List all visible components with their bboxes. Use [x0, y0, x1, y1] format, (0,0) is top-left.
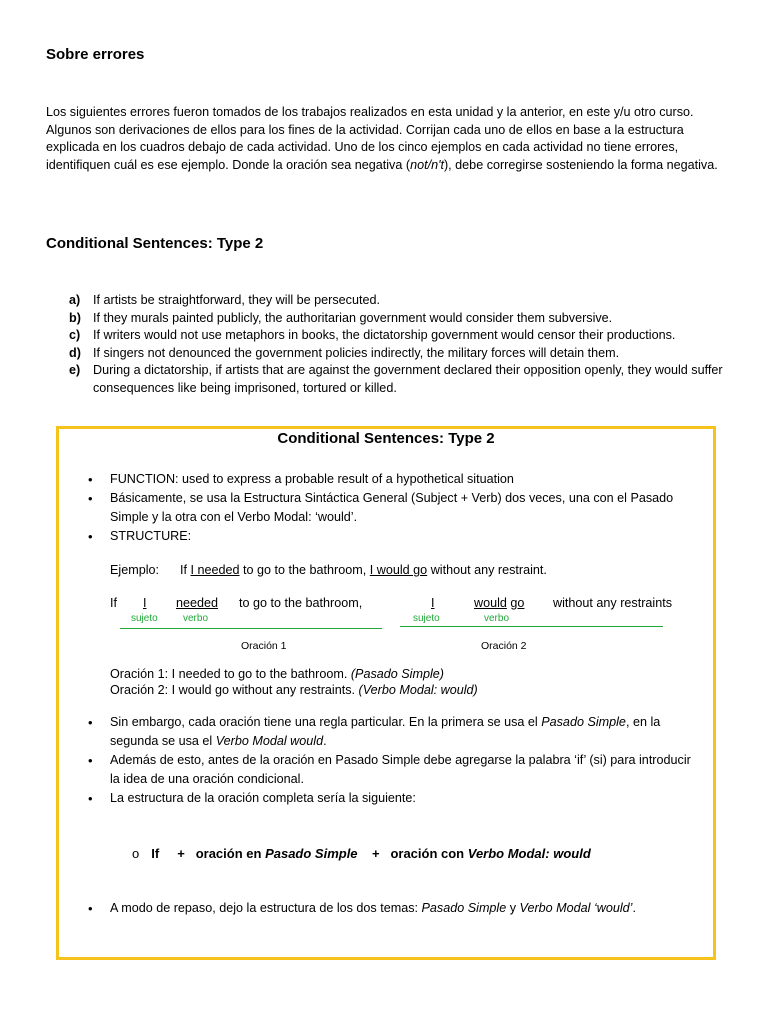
oracion-1-label: Oración 1 [241, 640, 287, 652]
oracion-1-italic: (Pasado Simple) [350, 667, 444, 681]
review-a: A modo de repaso, dejo la estructura de los dos temas: [110, 901, 419, 915]
example-mid: to go to the bathroom, [243, 563, 367, 577]
exercise-text: If singers not denounced the government policies indirectly, the military forces will detain them. [93, 345, 620, 360]
exercise-label: d) [69, 345, 81, 360]
section-heading: Conditional Sentences: Type 2 [46, 235, 264, 252]
rule-c: . [323, 734, 327, 748]
box-bullets-top [84, 470, 704, 546]
bullet-complete: • La estructura de la oración completa sería la siguiente: [84, 789, 704, 808]
bullet-function: • FUNCTION: used to express a probable result of a hypothetical situation [84, 470, 704, 489]
exercise-label: c) [69, 328, 81, 342]
intro-italic: not/n't [410, 157, 444, 172]
rule-i1: Pasado Simple [541, 715, 626, 729]
diagram-verb-2b: go [510, 596, 525, 610]
diagram-rest-1: to go to the bathroom, [239, 596, 363, 610]
exercise-item [46, 310, 736, 328]
formula-plus-2: + [372, 846, 380, 861]
label-sujeto-2: sujeto [413, 613, 440, 624]
rule-b: , en la segunda se usa el [110, 715, 661, 748]
example-end: without any restraint. [430, 563, 547, 577]
bullet-rule [84, 713, 704, 751]
intro-paragraph [46, 104, 736, 174]
exercise-list [46, 292, 736, 397]
label-sujeto-1: sujeto [131, 613, 158, 624]
formula-plus-1: + [177, 846, 185, 861]
exercise-text: If artists be straightforward, they will be persecuted. [93, 293, 380, 307]
intro-text: Los siguientes errores fueron tomados de los trabajos realizados en esta unidad y la anterior, en este y/u otro curso. Algunos son derivaciones de ellos para los fines de la actividad. Corrijan cada uno de ellos en base a la estructura explicada en los cuadros debajo de cada actividad. Uno de los cinco ejemplos en cada actividad no tiene errores, identifiquen cuál es ese ejemplo. Donde la oración sea negativa ( [46, 105, 694, 172]
example-label: Ejemplo: [110, 563, 159, 577]
bullet-review [84, 899, 704, 918]
box-title: Conditional Sentences: Type 2 [277, 430, 495, 447]
formula-bullet: o [132, 846, 140, 861]
exercise-item [46, 292, 736, 310]
diagram-verb-2a: would [474, 596, 507, 610]
exercise-item [46, 327, 736, 345]
review-b: y [509, 901, 517, 915]
formula-part-1-italic: Pasado Simple [265, 846, 358, 861]
bullet-structure: • STRUCTURE: [84, 527, 704, 546]
bullet-basic: • Básicamente, se usa la Estructura Sintáctica General (Subject + Verb) dos veces, una con el Pasado Simple y la otra con el Verbo Modal: ‘would’. [84, 489, 704, 527]
green-line-1 [120, 628, 382, 629]
example-underline-1: I needed [190, 563, 240, 577]
review-i1: Pasado Simple [421, 901, 507, 915]
rule-a: Sin embargo, cada oración tiene una regla particular. En la primera se usa el [110, 715, 538, 729]
diagram-rest-2: without any restraints [553, 596, 672, 610]
exercise-text: During a dictatorship, if artists that are against the government declared their opposition openly, they would suffer consequences like being imprisoned, tortured or killed. [93, 363, 723, 395]
example-if: If [180, 563, 187, 577]
box-bullets-bottom [84, 899, 704, 918]
oracion-2-italic: (Verbo Modal: would) [358, 683, 478, 697]
bullet-if: • Además de esto, antes de la oración en Pasado Simple debe agregarse la palabra ‘if’ (si) para introducir la idea de una oración condicional. [84, 751, 704, 789]
page-title: Sobre errores [46, 46, 145, 63]
diagram-if: If [110, 596, 117, 610]
oracion-2-label: Oración 2 [481, 640, 527, 652]
oracion-1-text: Oración 1: I needed to go to the bathroom. [110, 667, 348, 681]
oracion-2-text: Oración 2: I would go without any restraints. [110, 683, 356, 697]
review-i2: Verbo Modal ‘would’ [519, 901, 633, 915]
diagram-verb-1: needed [176, 596, 219, 610]
exercise-item [46, 345, 736, 363]
oracion-1-line [110, 666, 444, 682]
formula-if: If [151, 846, 160, 861]
intro-end: ), debe corregirse sosteniendo la forma negativa. [443, 157, 718, 172]
exercise-label: b) [69, 310, 81, 325]
exercise-item [46, 362, 736, 397]
review-c: . [632, 901, 636, 915]
diagram-subject-2: I [431, 596, 435, 610]
formula [132, 846, 591, 861]
rule-i2: Verbo Modal would [215, 734, 324, 748]
exercise-text: If writers would not use metaphors in books, the dictatorship government would censor their productions. [93, 328, 676, 342]
exercise-label: e) [69, 363, 81, 377]
exercise-text: If they murals painted publicly, the authoritarian government would consider them subversive. [93, 310, 613, 325]
diagram-subject-1: I [143, 596, 147, 610]
green-line-2 [400, 626, 663, 627]
formula-part-1: oración en [195, 846, 262, 861]
oracion-2-line [110, 682, 478, 698]
box-bullets-middle [84, 713, 704, 808]
example-sentence [180, 563, 547, 577]
example-underline-2: I would go [369, 563, 428, 577]
exercise-label: a) [69, 293, 81, 307]
label-verbo-2: verbo [484, 613, 510, 624]
formula-part-2-italic: Verbo Modal: would [467, 846, 591, 861]
label-verbo-1: verbo [183, 613, 209, 624]
diagram-verb-2 [474, 596, 524, 610]
formula-part-2: oración con [390, 846, 465, 861]
